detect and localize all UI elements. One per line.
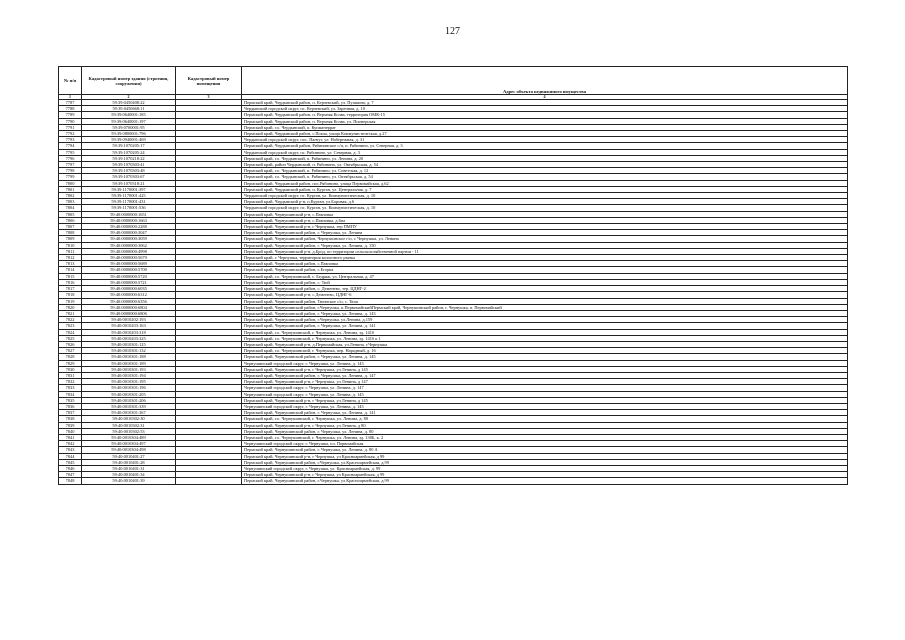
- row-number: 7817: [59, 286, 82, 292]
- row-number: 7832: [59, 379, 82, 385]
- row-number: 7803: [59, 199, 82, 205]
- row-number: 7790: [59, 118, 82, 124]
- header-building-cadastral: Кадастровый номер здания (строения, сооружения): [82, 67, 176, 95]
- building-cadastral-number: 59:39:1070303:41: [82, 162, 176, 168]
- row-number: 7830: [59, 366, 82, 372]
- address: Пермский край, Чернушинский район, г.Чернушка, п.ПервомайскийПермский край, Чернушинский район, г. Чернушка, п. Первомайский: [242, 304, 848, 310]
- row-number: 7846: [59, 465, 82, 471]
- address: Пермский край, Чернушинский р-н, д.Брод, по территории сельскохозяйственной партии - 11: [242, 248, 848, 254]
- building-cadastral-number: 59:40:0000000:5679: [82, 255, 176, 261]
- building-cadastral-number: 59:40:0010301:188: [82, 354, 176, 360]
- row-number: 7833: [59, 385, 82, 391]
- address: Пермский край, Чернушинский район, г. Чернушка, ул. Ленина, д. 147: [242, 372, 848, 378]
- row-number: 7823: [59, 323, 82, 329]
- row-number: 7828: [59, 354, 82, 360]
- row-number: 7806: [59, 217, 82, 223]
- property-table: [58, 66, 848, 485]
- colnum-1: 1: [59, 95, 82, 100]
- row-number: 7797: [59, 162, 82, 168]
- header-number: № п/п: [59, 67, 82, 95]
- building-cadastral-number: 59:40:0000000:1651: [82, 211, 176, 217]
- row-number: 7837: [59, 410, 82, 416]
- address: Пермский край, г.о. Чернушинский, г. Чернушка, пер. Народный, д. 16: [242, 348, 848, 354]
- address: Чернушинский городской округ, г. Чернушка, ул. Ленина, д. 145: [242, 360, 848, 366]
- building-cadastral-number: 59:39:0640001:197: [82, 118, 176, 124]
- row-number: 7827: [59, 348, 82, 354]
- building-cadastral-number: 59:40:0010301:196: [82, 385, 176, 391]
- row-number: 7839: [59, 422, 82, 428]
- row-number: 7829: [59, 360, 82, 366]
- building-cadastral-number: 59:40:0010203:325: [82, 335, 176, 341]
- building-cadastral-number: 59:40:0000000:6806: [82, 310, 176, 316]
- address: Пермский край, г.о. Чердынский, п. Рябинино, ул. Ленина, д. 20: [242, 155, 848, 161]
- building-cadastral-number: 59:39:1070303:48: [82, 168, 176, 174]
- row-number: 7824: [59, 329, 82, 335]
- building-cadastral-number: 59:40:0010301:367: [82, 410, 176, 416]
- row-number: 7808: [59, 230, 82, 236]
- row-number: 7796: [59, 155, 82, 161]
- row-number: 7848: [59, 478, 82, 484]
- address: Пермский край, Чернушинский район, г. Чернушка, ул. Ленина, д. 150: [242, 242, 848, 248]
- row-number: 7836: [59, 403, 82, 409]
- building-cadastral-number: 59:40:0000000:5720: [82, 273, 176, 279]
- address: Пермский край, Чернушинский район, Тюинское с/п, с. Тюш: [242, 298, 848, 304]
- address: Пермский край, Чердынский район, пос.Рябинино, улица Первомайская, д.62: [242, 180, 848, 186]
- address: Пермский край, Чернушинский район, с.Павловка: [242, 261, 848, 267]
- address: Пермский край, Чернушинский район, г. Чернушка, ул. Ленина, д. 141: [242, 323, 848, 329]
- building-cadastral-number: 59:40:0010203:163: [82, 323, 176, 329]
- row-number: 7801: [59, 186, 82, 192]
- header-address: Адрес объекта недвижимого имущества: [242, 88, 848, 95]
- building-cadastral-number: 59:40:0000000:6356: [82, 298, 176, 304]
- address: Пермский край, Чердынский район, п. Верхняя Колва, территория ОМК-15: [242, 112, 848, 118]
- address: Пермский край, Чердынский район, с.Покча, улица Коммунистическая, д.27: [242, 131, 848, 137]
- address: Пермский край, Чернушинский район, г. Чернушка, ул. Ленина: [242, 230, 848, 236]
- row-number: 7826: [59, 341, 82, 347]
- address: Чердынский городской округ, пос. Пантуг, ул. Набережная, д. 31: [242, 137, 848, 143]
- building-cadastral-number: 59:40:0010301:125: [82, 341, 176, 347]
- address: Пермский край, Чернушинский район, г.Чернушка, ул.Красноармейская, д.99: [242, 459, 848, 465]
- address: Чернушинский городской округ, г. Чернушка, ул. Красноармейская, д. 99: [242, 465, 848, 471]
- address: Пермский край, Чернушинский р-н, г Чернушка, ул Ленина, д 145: [242, 366, 848, 372]
- address: Чернушинский городской округ, г. Чернушка, пл. Первомайская: [242, 441, 848, 447]
- building-cadastral-number: 59:39:0450668:11: [82, 106, 176, 112]
- address: Пермский край, Чернушинский р-н, с.Павловка, д.6па: [242, 217, 848, 223]
- row-number: 7794: [59, 143, 82, 149]
- building-cadastral-number: 59:40:0000000:1663: [82, 217, 176, 223]
- address: Пермский край, Чернушинский район, г.Чернушка, ул.Красноармейская, д.99: [242, 478, 848, 484]
- building-cadastral-number: 59:39:0450408:22: [82, 100, 176, 106]
- building-cadastral-number: 59:39:1070318:21: [82, 180, 176, 186]
- building-cadastral-number: 59:39:1170001:425: [82, 193, 176, 199]
- address: Пермский край, г.о. Чердынский, п. Рябинино, ул. Советская, д. 12: [242, 168, 848, 174]
- building-cadastral-number: 59:40:0010301:194: [82, 372, 176, 378]
- row-number: 7798: [59, 168, 82, 174]
- row-number: 7805: [59, 211, 82, 217]
- row-number: 7793: [59, 137, 82, 143]
- building-cadastral-number: 59:40:0010304:497: [82, 441, 176, 447]
- building-cadastral-number: 59:39:1170001:431: [82, 199, 176, 205]
- address: Пермский край, Чернушинский р-н, с.Павловка: [242, 211, 848, 217]
- building-cadastral-number: 59:40:0010302:53: [82, 428, 176, 434]
- building-cadastral-number: 59:40:0000000:6035: [82, 286, 176, 292]
- row-number: 7840: [59, 428, 82, 434]
- building-cadastral-number: 59:39:1170001:397: [82, 186, 176, 192]
- row-number: 7800: [59, 180, 82, 186]
- address: Пермский край, Чернушинский р-н, г Чернушка, ул Красноармейская, д 99: [242, 472, 848, 478]
- row-number: 7788: [59, 106, 82, 112]
- colnum-2: 2: [82, 95, 176, 100]
- building-cadastral-number: 59:40:0010301:206: [82, 397, 176, 403]
- row-number: 7809: [59, 236, 82, 242]
- building-cadastral-number: 59:40:0000000:6312: [82, 292, 176, 298]
- address: Пермский край, г.о. Чернушинский, г. Чернушка, ул. Ленина, зд. 141б: [242, 329, 848, 335]
- row-number: 7844: [59, 453, 82, 459]
- row-number: 7804: [59, 205, 82, 211]
- building-cadastral-number: 59:40:0010401:27: [82, 453, 176, 459]
- address: Пермский край, Чернушинский р-н, д.Первомайская, ул.Ленина, г.Чернушка: [242, 341, 848, 347]
- address: Чердынский городской округ, пс. Рябинино, ул. Северная, д. 3: [242, 149, 848, 155]
- building-cadastral-number: 59:40:0000000:5689: [82, 261, 176, 267]
- address: Пермский край, Чернушинский р-н, г Чернушка, ул Ленина, д 147: [242, 379, 848, 385]
- address: Пермский край, Чердынский район, п. Керчевский, ул. Пушкина, д. 7: [242, 100, 848, 106]
- address: Пермский край, г.о. Чердынский, п. Рябинино, ул. Октябрьская, д. 54: [242, 174, 848, 180]
- table-row: [59, 478, 848, 484]
- colnum-3: 3: [176, 95, 242, 100]
- row-number: 7825: [59, 335, 82, 341]
- row-number: 7807: [59, 224, 82, 230]
- row-number: 7811: [59, 248, 82, 254]
- address: Пермский край, Чернушинский район, г.Чернушка, ул.Ленина, д.159: [242, 317, 848, 323]
- building-cadastral-number: 59:40:0000000:3047: [82, 230, 176, 236]
- address: Пермский край, г.о. Чердынский, п. Купманеррат: [242, 124, 848, 130]
- row-number: 7835: [59, 397, 82, 403]
- building-cadastral-number: 59:39:1070303:67: [82, 174, 176, 180]
- address: Пермский край, Чернушинский район, Чернушинское г/п, г. Чернушка, ул. Ленина: [242, 236, 848, 242]
- address: Чердынский городской округ, пс. Керчевский, ул. Заречная, д. 10: [242, 106, 848, 112]
- address: Пермский край, г.о. Чернушинский, с. Бедряж, ул. Центральная, д. 47: [242, 273, 848, 279]
- building-cadastral-number: 59:40:0010401:31: [82, 465, 176, 471]
- address: Пермский край, Чернушинский р-н, г Чернушка, ул Красноармейская, д 99: [242, 453, 848, 459]
- row-number: 7812: [59, 255, 82, 261]
- row-number: 7842: [59, 441, 82, 447]
- building-cadastral-number: 59:39:1070205:24: [82, 149, 176, 155]
- premises-cadastral-number: [176, 478, 242, 484]
- address: Пермский край, Чернушинский район, г. Чернушка, ул. Ленина, д. 80: [242, 428, 848, 434]
- address: Пермский край, Чернушинский р-н, с.Деменево, ЦДНГ-6: [242, 292, 848, 298]
- building-cadastral-number: 59:40:0010301:205: [82, 391, 176, 397]
- address: Пермский край, Чернушинский р-н, г Чернушка, тер ПМПУ: [242, 224, 848, 230]
- building-cadastral-number: 59:40:0010401:39: [82, 478, 176, 484]
- building-cadastral-number: 59:39:1070218:22: [82, 155, 176, 161]
- table-body: [59, 100, 848, 485]
- address: Пермский край, Чернушинский район, г. Чернушка, ул. Ленина, д. 145: [242, 354, 848, 360]
- row-number: 7789: [59, 112, 82, 118]
- building-cadastral-number: 59:40:0010401:34: [82, 472, 176, 478]
- row-number: 7802: [59, 193, 82, 199]
- building-cadastral-number: 59:40:0010301:339: [82, 403, 176, 409]
- building-cadastral-number: 59:40:0000000:5700: [82, 267, 176, 273]
- row-number: 7838: [59, 416, 82, 422]
- address: Пермский край, г.о. Чернушинский, г. Чернушка, ул. Ленина, д. 80: [242, 416, 848, 422]
- row-number: 7791: [59, 124, 82, 130]
- row-number: 7815: [59, 273, 82, 279]
- building-cadastral-number: 59:40:0000000:3062: [82, 242, 176, 248]
- address: Чернушинский городской округ, г. Чернушка, ул. Ленина, д. 147: [242, 385, 848, 391]
- address: Чернушинский городской округ, г. Чернушка, ул. Ленина, д. 145: [242, 403, 848, 409]
- address: Чердынский городской округ, пс. Курган, ул. Коммунистическая, д. 10: [242, 193, 848, 199]
- building-cadastral-number: 59:40:0010302:30: [82, 416, 176, 422]
- address: Пермский край, Чернушинский район, с. Тюй: [242, 279, 848, 285]
- row-number: 7814: [59, 267, 82, 273]
- building-cadastral-number: 59:40:0010301:132: [82, 348, 176, 354]
- address: Пермский край, г.о. Чернушинский, г. Чернушка, ул. Ленина, зд. 141б к 1: [242, 335, 848, 341]
- building-cadastral-number: 59:39:1170001:536: [82, 205, 176, 211]
- row-number: 7818: [59, 292, 82, 298]
- building-cadastral-number: 59:40:0010202:193: [82, 317, 176, 323]
- building-cadastral-number: 59:40:0010203:318: [82, 329, 176, 335]
- row-number: 7834: [59, 391, 82, 397]
- building-cadastral-number: 59:40:0000000:3059: [82, 236, 176, 242]
- address: Чердынский городской округ, пс. Курган, ул. Коммунистическая, д. 10: [242, 205, 848, 211]
- row-number: 7820: [59, 304, 82, 310]
- address: Пермский край, Чернушинский р-н, г Чернушка, ул Ленина, д 145: [242, 397, 848, 403]
- building-cadastral-number: 59:40:0000000:5721: [82, 279, 176, 285]
- address: Пермский край, Чернушинский район, г. Чернушка, ул. Ленина, д. 143: [242, 310, 848, 316]
- building-cadastral-number: 59:40:0010301:195: [82, 379, 176, 385]
- row-number: 7792: [59, 131, 82, 137]
- row-number: 7816: [59, 279, 82, 285]
- building-cadastral-number: 59:40:0010304:498: [82, 447, 176, 453]
- building-cadastral-number: 59:40:0010302:31: [82, 422, 176, 428]
- address: Пермский край, Чернушинский р-н, г Чернушка, ул Ленина, д 80: [242, 422, 848, 428]
- address: Пермский край, Чердынский район, Рябининское с/п, п. Рябинино, ул. Северная, д. 3: [242, 143, 848, 149]
- building-cadastral-number: 59:40:0000000:4998: [82, 248, 176, 254]
- row-number: 7795: [59, 149, 82, 155]
- row-number: 7810: [59, 242, 82, 248]
- building-cadastral-number: 59:40:0010301:193: [82, 366, 176, 372]
- header-address-top: [242, 67, 848, 89]
- row-number: 7787: [59, 100, 82, 106]
- address: Пермский край, Чернушинский район, г. Чернушка, ул. Ленина, д. 80 А: [242, 447, 848, 453]
- address: Пермский край, г.о. Чернушинский, г. Чернушка, ул. Ленина, зд. 130Б, к. 2: [242, 434, 848, 440]
- row-number: 7843: [59, 447, 82, 453]
- building-cadastral-number: 59:39:0640001:185: [82, 112, 176, 118]
- building-cadastral-number: 59:40:0000000:2288: [82, 224, 176, 230]
- address: Пермский край, Чернушинский район, с. Деменево, тер. ЦДНГ-2: [242, 286, 848, 292]
- building-cadastral-number: 59:40:0010401:28: [82, 459, 176, 465]
- row-number: 7847: [59, 472, 82, 478]
- address: Пермский край, г. Чернушка, территория колхозного рынка: [242, 255, 848, 261]
- address: Пермский край, Чернушинский район, г. Чернушка, ул. Ленина, д. 141: [242, 410, 848, 416]
- building-cadastral-number: 59:39:0700001:95: [82, 124, 176, 130]
- building-cadastral-number: 59:39:0800001:796: [82, 131, 176, 137]
- row-number: 7845: [59, 459, 82, 465]
- row-number: 7819: [59, 298, 82, 304]
- building-cadastral-number: 59:40:0010304:489: [82, 434, 176, 440]
- address: Пермский край, Чердынский район, п. Курган, ул. Центральная, д. 7: [242, 186, 848, 192]
- address: Пермский край, Чернушинский район, с.Егорка: [242, 267, 848, 273]
- address: Чернушинский городской округ, г. Чернушка, ул. Ленина, д. 145: [242, 391, 848, 397]
- colnum-4: 4: [242, 95, 848, 100]
- page-number: 127: [445, 26, 460, 37]
- header-premises-cadastral: Кадастровый номер помещения: [176, 67, 242, 95]
- address: Пермский край, Чердынский р-н, п.Курган, ул.Боровая, д.6: [242, 199, 848, 205]
- building-cadastral-number: 59:39:1070205:17: [82, 143, 176, 149]
- building-cadastral-number: 59:39:0940001:469: [82, 137, 176, 143]
- row-number: 7822: [59, 317, 82, 323]
- row-number: 7799: [59, 174, 82, 180]
- building-cadastral-number: 59:40:0000000:6804: [82, 304, 176, 310]
- row-number: 7831: [59, 372, 82, 378]
- address: Пермский край, Чердынский район, п. Верхняя Колва, ул. Пионерская: [242, 118, 848, 124]
- building-cadastral-number: 59:40:0010301:189: [82, 360, 176, 366]
- row-number: 7821: [59, 310, 82, 316]
- row-number: 7813: [59, 261, 82, 267]
- row-number: 7841: [59, 434, 82, 440]
- address: Пермский край, район Чердынский, п. Рябинино, ул. Октябрьская, д. 54: [242, 162, 848, 168]
